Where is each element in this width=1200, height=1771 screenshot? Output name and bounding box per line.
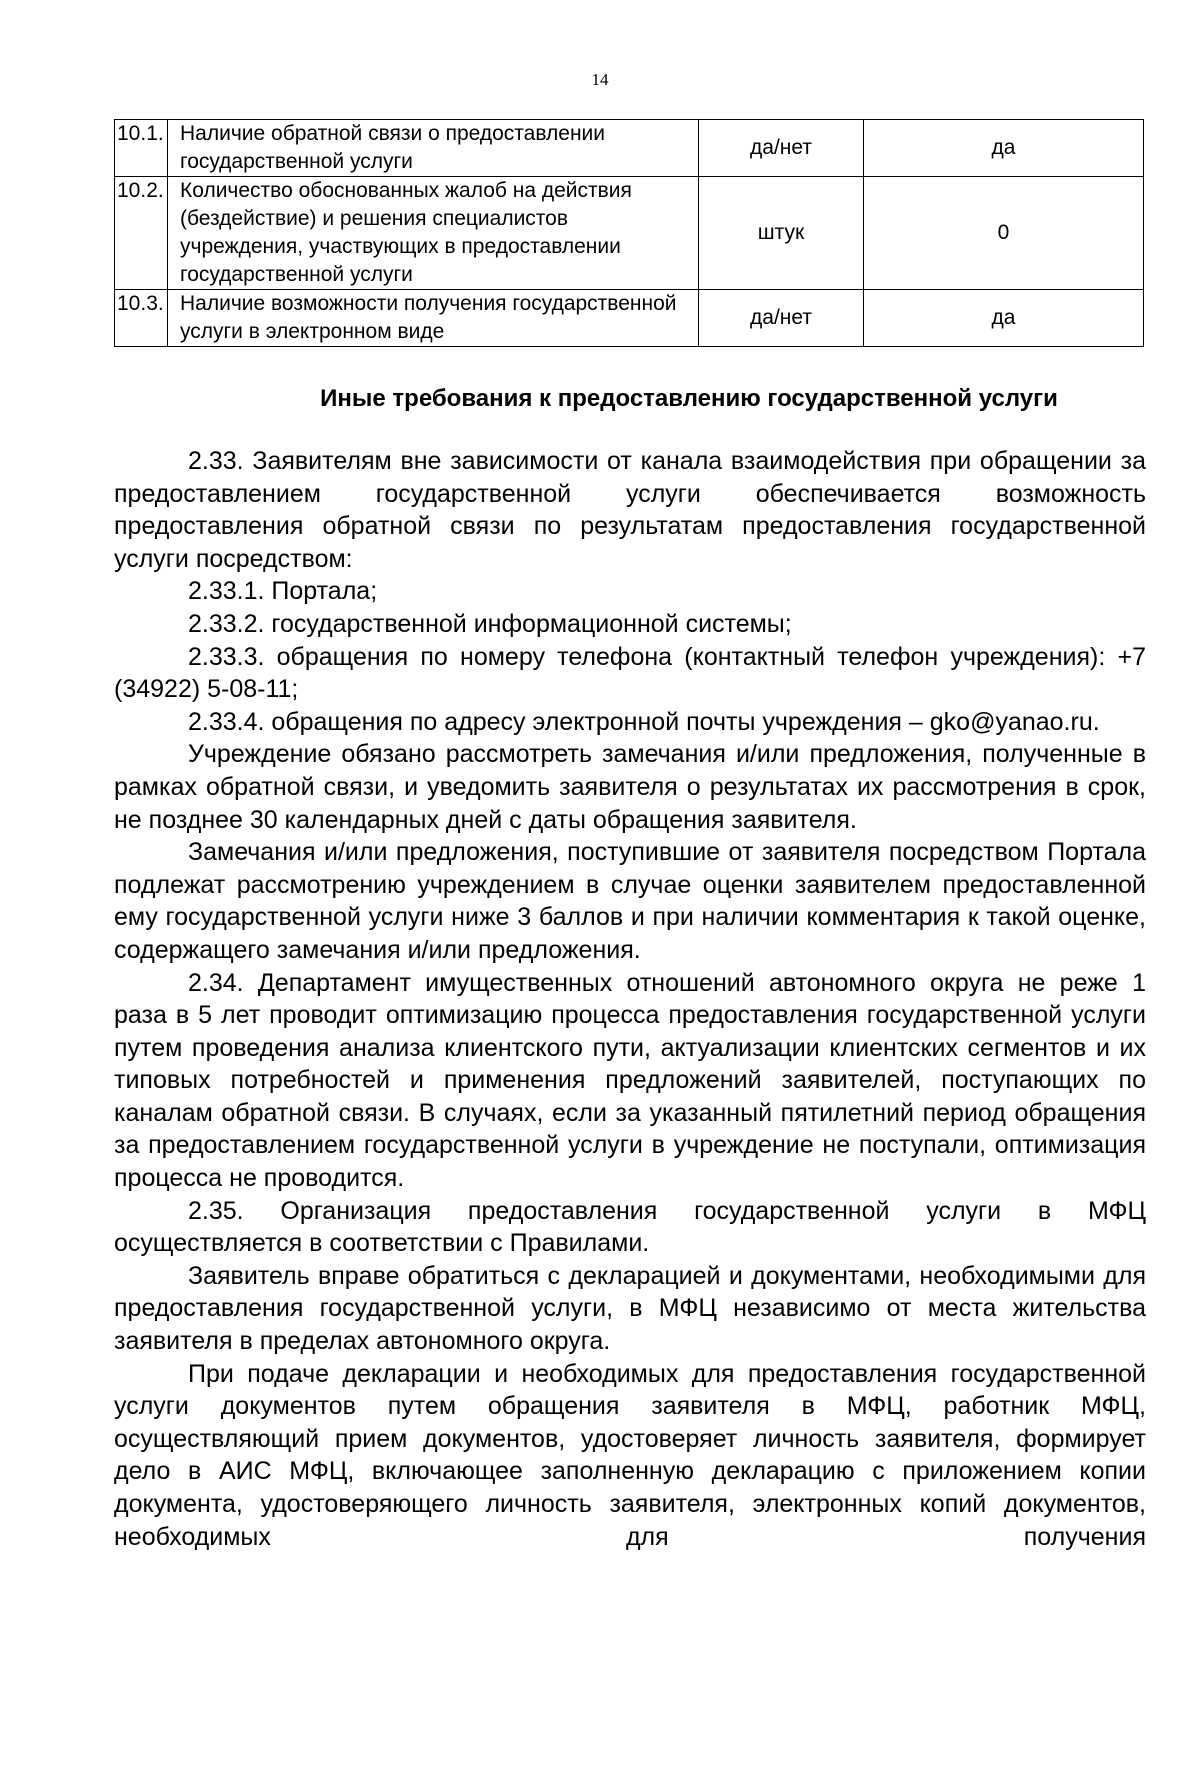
indicator-name: Наличие возможности получения государственной услуги в электронном виде — [168, 290, 699, 347]
value-cell: да — [864, 290, 1144, 347]
paragraph-mfc-submission: При подаче декларации и необходимых для предоставления государственной услуги документов путем обращения заявителя в МФЦ, работник МФЦ, осуществляющий прием документов, удостоверяет личность заявителя, формирует дело в АИС МФЦ, включающее заполненную декларацию с приложением копии документа, удостоверяющего личность заявителя, электронных копий документов, необходимых для получения — [114, 1359, 1146, 1551]
value-cell: 0 — [864, 177, 1144, 290]
section-heading: Иные требования к предоставлению государственной услуги — [320, 385, 1058, 412]
row-number: 10.3. — [115, 290, 168, 347]
indicator-name: Наличие обратной связи о предоставлении государственной услуги — [168, 120, 699, 177]
paragraph-2-35: 2.35. Организация предоставления государственной услуги в МФЦ осуществляется в соответствии с Правилами. — [114, 1196, 1146, 1258]
paragraph-2-33-3: 2.33.3. обращения по номеру телефона (контактный телефон учреждения): +7 (34922) 5-08-11; — [114, 642, 1146, 704]
row-number: 10.2. — [115, 177, 168, 290]
paragraph-review-obligation: Учреждение обязано рассмотреть замечания и/или предложения, полученные в рамках обратной связи, и уведомить заявителя о результатах их рассмотрения в срок, не позднее 30 календарных дней с даты обращения заявителя. — [114, 740, 1146, 834]
section-body — [114, 445, 1146, 1553]
table-row — [115, 120, 1144, 177]
paragraph-2-33: 2.33. Заявителям вне зависимости от канала взаимодействия при обращении за предоставлением государственной услуги обеспечивается возможность предоставления обратной связи по результатам предоставления государственной услуги посредством: — [114, 447, 1146, 573]
indicator-name: Количество обоснованных жалоб на действия (бездействие) и решения специалистов учреждения, участвующих в предоставлении государственной услуги — [168, 177, 699, 290]
page-number: 14 — [591, 70, 609, 89]
row-number: 10.1. — [115, 120, 168, 177]
unit-cell: да/нет — [699, 290, 864, 347]
paragraph-2-33-1: 2.33.1. Портала; — [188, 577, 378, 606]
paragraph-2-33-2: 2.33.2. государственной информационной системы; — [188, 609, 792, 638]
paragraph-2-33-4: 2.33.4. обращения по адресу электронной почты учреждения – gko@yanao.ru. — [188, 707, 1100, 736]
paragraph-portal-remarks: Замечания и/или предложения, поступившие от заявителя посредством Портала подлежат рассмотрению учреждением в случае оценки заявителем предоставленной ему государственной услуги ниже 3 баллов и при наличии комментария к такой оценке, содержащего замечания и/или предложения. — [114, 838, 1146, 964]
indicators-table — [114, 119, 1144, 347]
value-cell: да — [864, 120, 1144, 177]
table-row — [115, 290, 1144, 347]
unit-cell: да/нет — [699, 120, 864, 177]
table-row — [115, 177, 1144, 290]
paragraph-applicant-right: Заявитель вправе обратиться с декларацией и документами, необходимыми для предоставления государственной услуги, в МФЦ независимо от места жительства заявителя в пределах автономного округа. — [114, 1261, 1146, 1356]
unit-cell: штук — [699, 177, 864, 290]
paragraph-2-34: 2.34. Департамент имущественных отношений автономного округа не реже 1 раза в 5 лет проводит оптимизацию процесса предоставления государственной услуги путем проведения анализа клиентского пути, актуализации клиентских сегментов и их типовых потребностей и применения предложений заявителей, поступающих по каналам обратной связи. В случаях, если за указанный пятилетний период обращения за предоставлением государственной услуги в учреждение не поступали, оптимизация процесса не проводится. — [114, 968, 1146, 1193]
